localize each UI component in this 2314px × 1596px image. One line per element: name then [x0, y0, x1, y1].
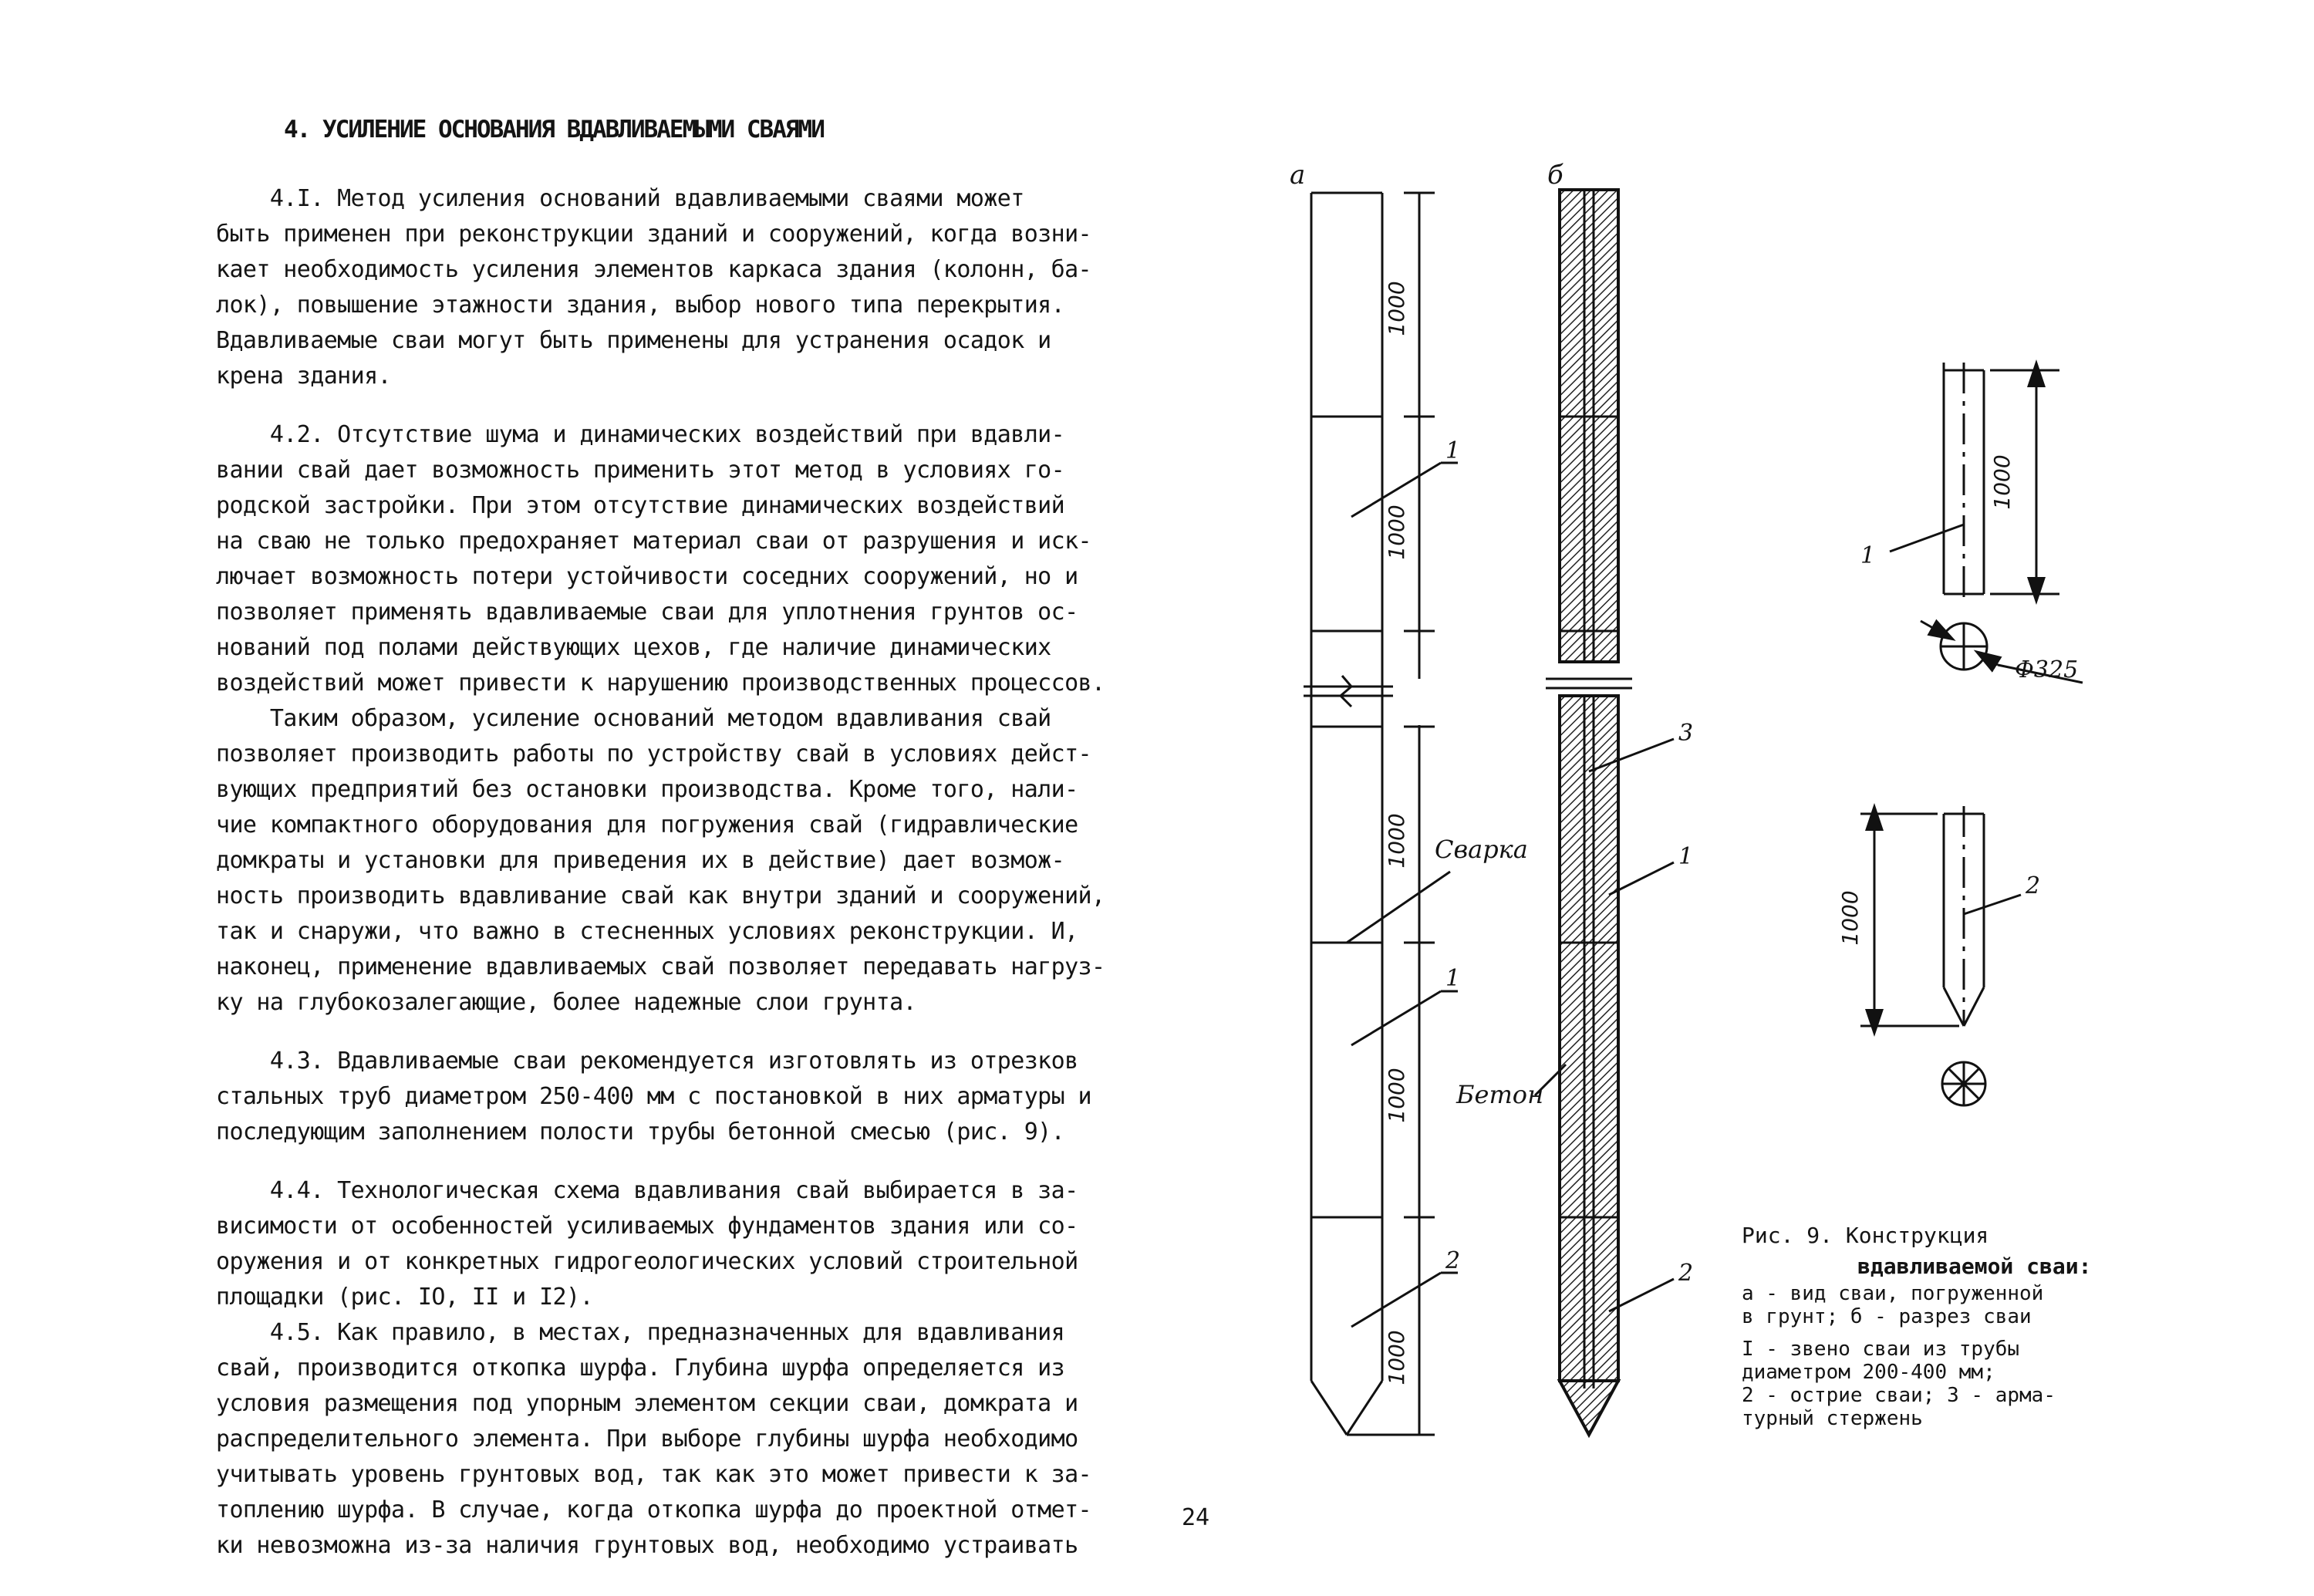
text-line: быть применен при реконструкции зданий и сооружений, когда возни-: [216, 221, 1091, 248]
pile-tip-labels: [1837, 872, 2040, 946]
caption-legend-b-3: 2 - острие сваи; 3 - арма-: [1742, 1384, 2056, 1407]
text-line: висимости от особенностей усиливаемых фундаментов здания или со-: [216, 1213, 1078, 1240]
caption-legend-b-2: диаметром 200-400 мм;: [1742, 1361, 1995, 1384]
label-a-1-upper: 1: [1445, 437, 1461, 464]
text-line: домкраты и установки для приведения их в действие) дает возмож-: [216, 847, 1065, 874]
text-line: позволяет производить работы по устройству свай в условиях дейст-: [216, 741, 1091, 768]
text-line: Таким образом, усиление оснований методом вдавливания свай: [216, 705, 1051, 732]
caption-legend-b-1: I - звено сваи из трубы: [1742, 1338, 2020, 1361]
label-link-1: 1: [1860, 542, 1876, 569]
text-line: 4.4. Технологическая схема вдавливания свай выбирается в за-: [216, 1177, 1078, 1204]
figure-caption: [1742, 1220, 2127, 1430]
text-line: свай, производится откопка шурфа. Глубина шурфа определяется из: [216, 1355, 1065, 1382]
label-diameter: Ф325: [2015, 656, 2079, 683]
pile-a-labels: [1290, 160, 1528, 1385]
text-line: последующим заполнением полости трубы бетонной смесью (рис. 9).: [216, 1119, 1065, 1146]
dim-link: 1000: [1989, 454, 2015, 510]
caption-legend-a-2: в грунт; б - разрез сваи: [1742, 1305, 2032, 1328]
label-b: б: [1547, 160, 1563, 191]
text-line: чие компактного оборудования для погружения свай (гидравлические: [216, 811, 1078, 838]
text-line: наконец, применение вдавливаемых свай позволяет передавать нагруз-: [216, 953, 1105, 980]
text-line: позволяет применять вдавливаемые сваи для уплотнения грунтов ос-: [216, 599, 1078, 626]
text-line: крена здания.: [216, 363, 391, 390]
label-beton: Бетон: [1456, 1080, 1544, 1109]
text-line: распределительного элемента. При выборе глубины шурфа необходимо: [216, 1426, 1078, 1453]
text-line: 4.5. Как правило, в местах, предназначенных для вдавливания: [216, 1319, 1065, 1346]
text-line: ность производить вдавливание свай как внутри зданий и сооружений,: [216, 882, 1105, 909]
text-line: 4.2. Отсутствие шума и динамических воздействий при вдавли-: [216, 421, 1065, 448]
label-a-2: 2: [1445, 1247, 1461, 1274]
pipe-link-detail: [1890, 363, 2083, 683]
dim-a-1: 1000: [1384, 281, 1409, 336]
label-b-3: 3: [1678, 720, 1694, 747]
label-tip-2: 2: [2026, 872, 2041, 899]
text-line: стальных труб диаметром 250-400 мм с постановкой в них арматуры и: [216, 1083, 1091, 1110]
pile-b: [1456, 160, 1693, 1435]
label-svarka: Сварка: [1435, 835, 1528, 864]
text-line: кает необходимость усиления элементов каркаса здания (колонн, ба-: [216, 256, 1091, 283]
caption-legend-b-4: турный стержень: [1742, 1407, 1923, 1430]
caption-title: Рис. 9. Конструкция: [1742, 1223, 1989, 1248]
pile-tip-detail: [1860, 806, 2021, 1105]
text-line: топлению шурфа. В случае, когда откопка шурфа до проектной отмет-: [216, 1496, 1091, 1523]
pile-a: [1304, 193, 1461, 1435]
dim-a-4: 1000: [1384, 1068, 1409, 1123]
section-heading: 4. УСИЛЕНИЕ ОСНОВАНИЯ ВДАВЛИВАЕМЫМИ СВАЯМИ: [284, 116, 824, 143]
text-line: учитывать уровень грунтовых вод, так как это может привести к за-: [216, 1461, 1091, 1488]
label-b-2: 2: [1678, 1260, 1694, 1287]
text-line: на сваю не только предохраняет материал сваи от разрушения и иск-: [216, 528, 1091, 555]
text-line: ки невозможна из-за наличия грунтовых вод, необходимо устраивать: [216, 1532, 1078, 1559]
text-line: родской застройки. При этом отсутствие динамических воздействий: [216, 492, 1065, 519]
text-line: вании свай дает возможность применить этот метод в условиях го-: [216, 457, 1065, 484]
text-line: вующих предприятий без остановки производства. Кроме того, нали-: [216, 776, 1078, 803]
dim-a-2: 1000: [1384, 504, 1409, 560]
text-line: оружения и от конкретных гидрогеологических условий строительной: [216, 1248, 1078, 1275]
dim-tip: 1000: [1837, 890, 1863, 946]
text-line: Вдавливаемые сваи могут быть применены для устранения осадок и: [216, 327, 1051, 354]
text-line: лючает возможность потери устойчивости соседних сооружений, но и: [216, 563, 1078, 590]
text-line: 4.3. Вдавливаемые сваи рекомендуется изготовлять из отрезков: [216, 1048, 1078, 1075]
label-a-1-lower: 1: [1445, 965, 1461, 992]
text-line: воздействий может привести к нарушению производственных процессов.: [216, 670, 1105, 697]
text-line: условия размещения под упорным элементом секции сваи, домкрата и: [216, 1390, 1078, 1417]
text-line: ку на глубокозалегающие, более надежные слои грунта.: [216, 989, 916, 1016]
caption-subtitle: вдавливаемой сваи:: [1857, 1254, 2092, 1279]
text-line: 4.I. Метод усиления оснований вдавливаемыми сваями может: [216, 185, 1024, 212]
dim-a-3: 1000: [1384, 813, 1409, 869]
pipe-link-labels: [1860, 454, 2078, 683]
text-line: лок), повышение этажности здания, выбор нового типа перекрытия.: [216, 292, 1065, 319]
dim-a-5: 1000: [1384, 1330, 1409, 1385]
label-b-1: 1: [1678, 843, 1694, 870]
page-number: 24: [1182, 1504, 1210, 1531]
text-line: площадки (рис. IO, II и I2).: [216, 1284, 593, 1311]
text-line: нований под полами действующих цехов, где наличие динамических: [216, 634, 1051, 661]
text-line: так и снаружи, что важно в стесненных условиях реконструкции. И,: [216, 918, 1078, 945]
caption-legend-a-1: а - вид сваи, погруженной: [1742, 1282, 2044, 1305]
label-a: а: [1290, 160, 1306, 191]
